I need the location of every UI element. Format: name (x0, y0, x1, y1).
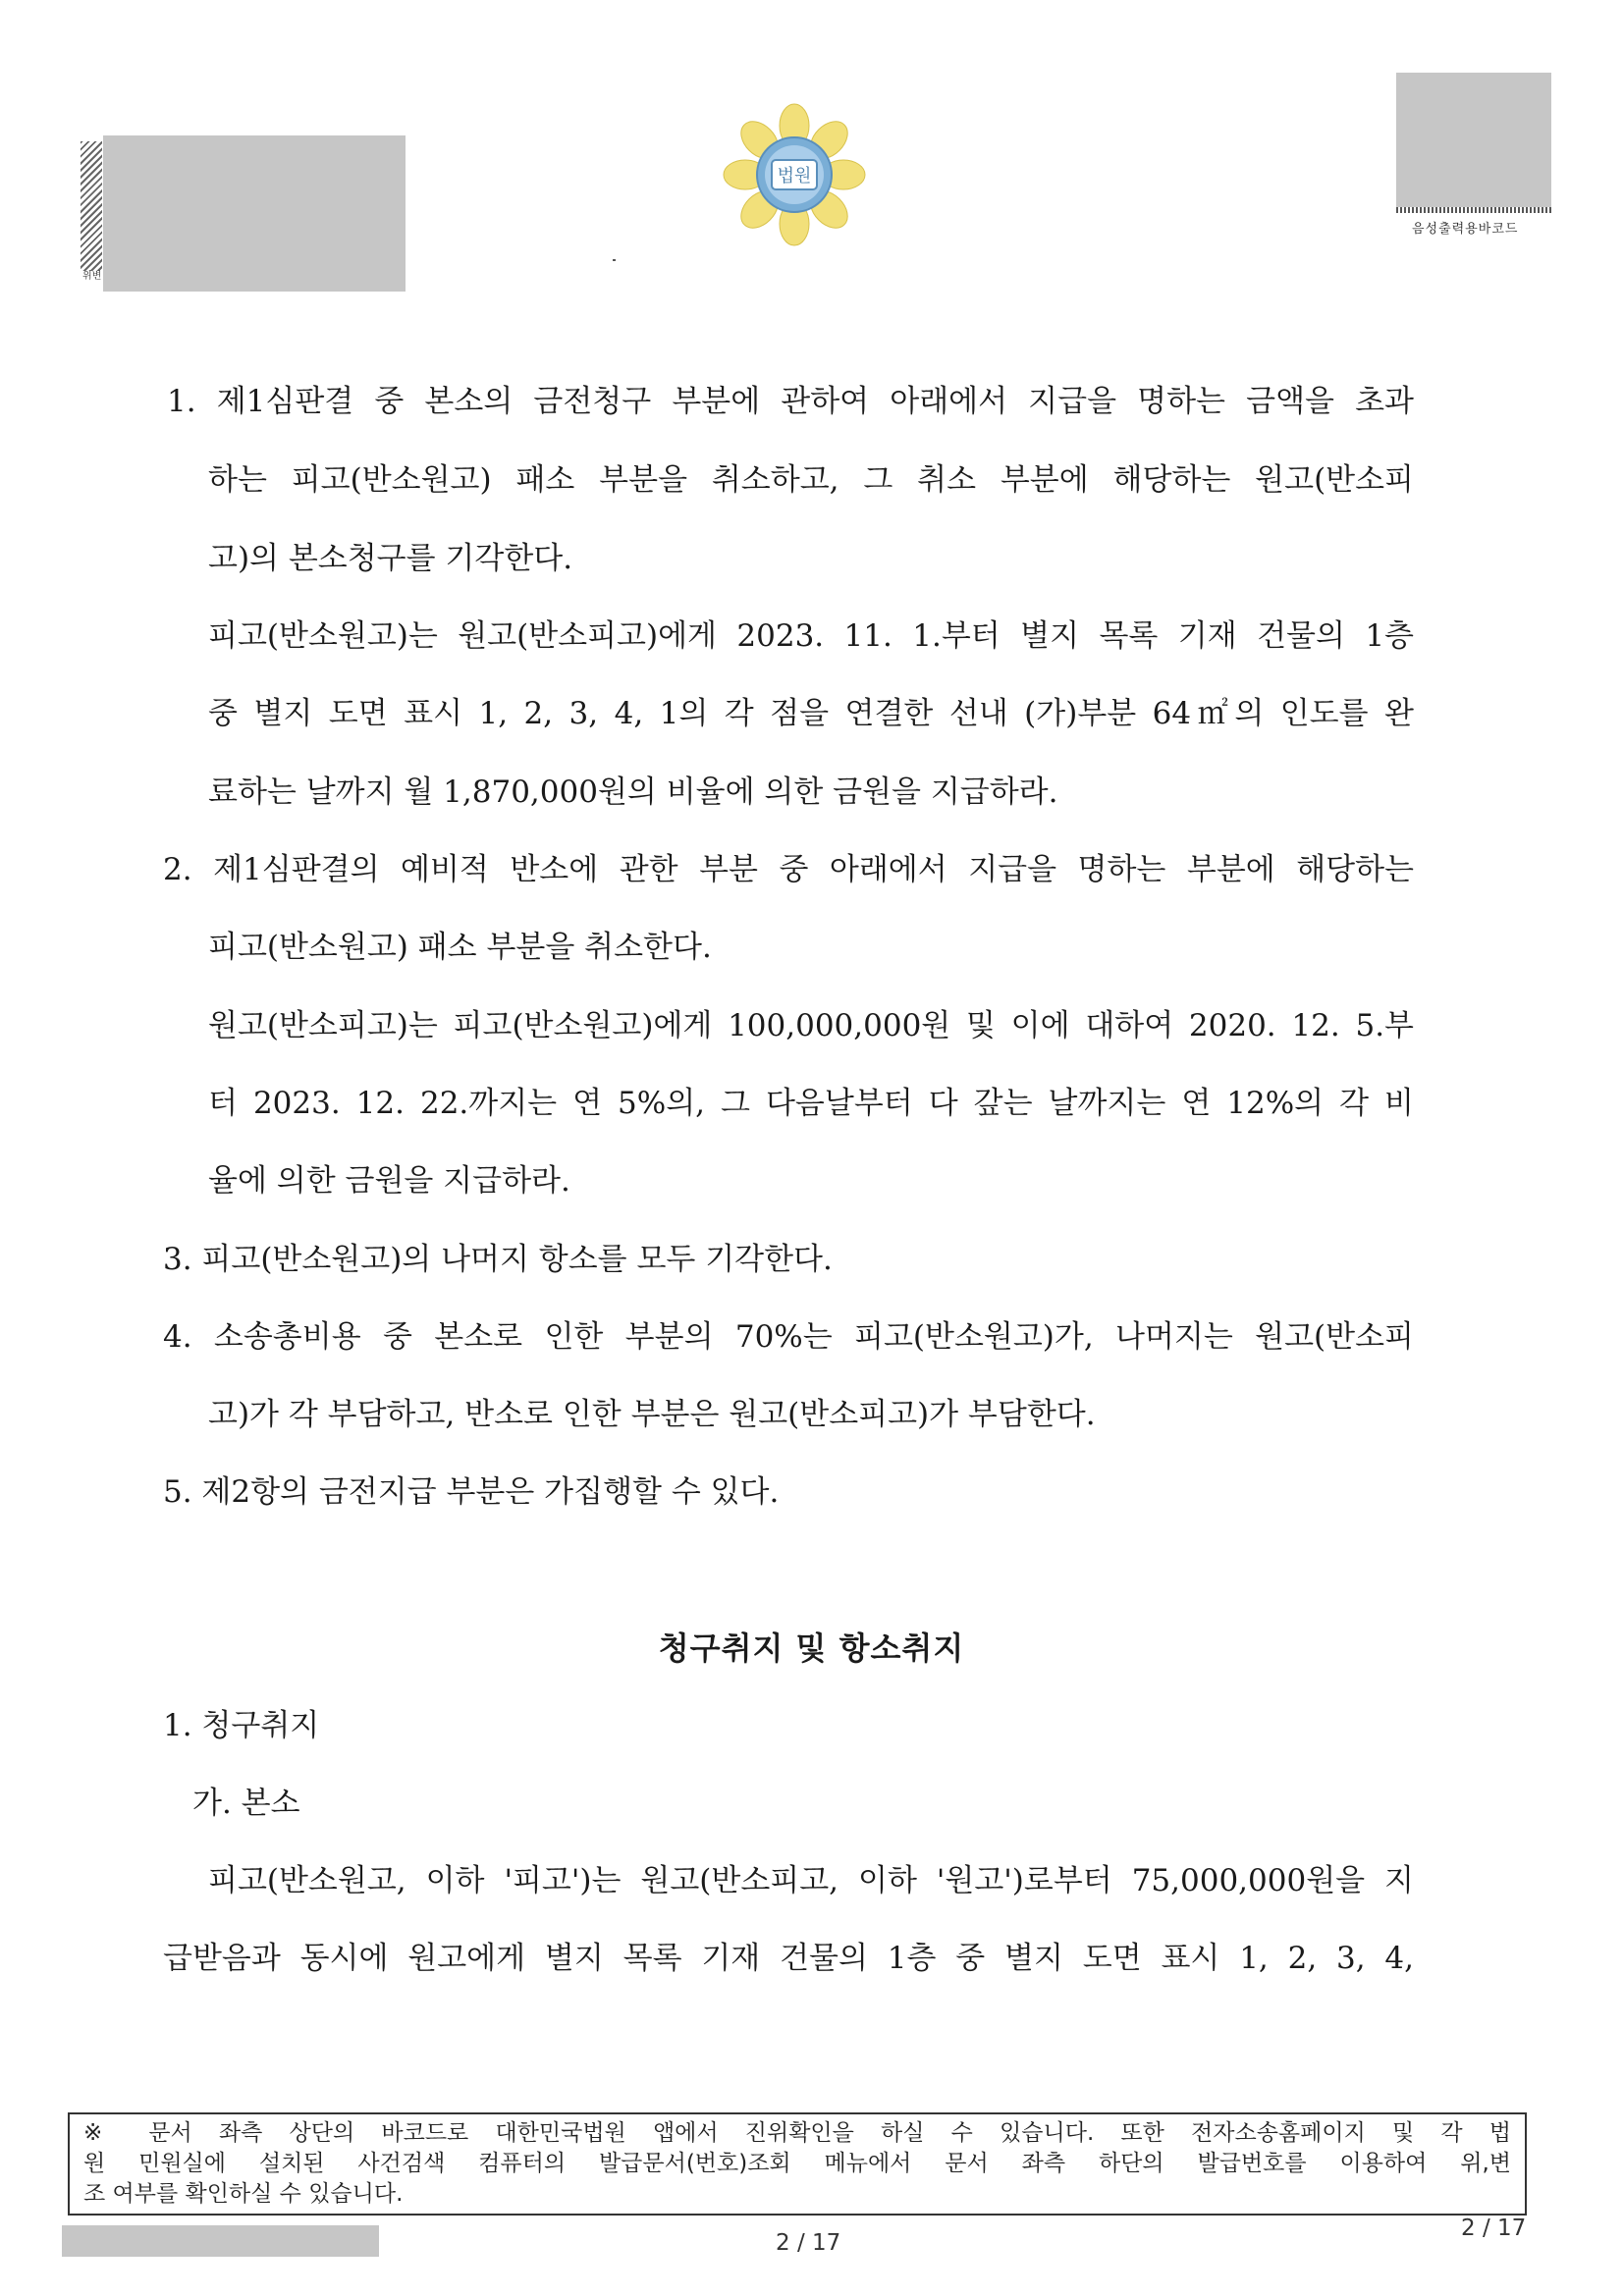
claim-line: 피고(반소원고, 이하 '피고')는 원고(반소피고, 이하 '원고')로부터 75,000,000원을 지 (208, 1863, 1414, 1898)
body-line: 원고(반소피고)는 피고(반소원고)에게 100,000,000원 및 이에 대하여 2020. 12. 5.부 (208, 1008, 1414, 1043)
stray-dot (613, 259, 616, 261)
page-number-center: 2 / 17 (776, 2230, 841, 2256)
notice-line: ※ 문서 좌측 상단의 바코드로 대한민국법원 앱에서 진위확인을 하실 수 있습니다. 또한 전자소송홈페이지 및 각 법 (83, 2120, 1511, 2146)
section-heading: 청구취지 및 항소취지 (658, 1629, 965, 1667)
seal-text: 법원 (777, 166, 812, 187)
body-line: 2. 제1심판결의 예비적 반소에 관한 부분 중 아래에서 지급을 명하는 부분에 해당하는 (163, 852, 1414, 887)
verification-notice-box (68, 2112, 1527, 2216)
body-line: 피고(반소원고) 패소 부분을 취소한다. (208, 930, 712, 965)
body-line: 고)가 각 부담하고, 반소로 인한 부분은 원고(반소피고)가 부담한다. (208, 1397, 1096, 1432)
redacted-area-top-right (1396, 73, 1551, 212)
body-line: 5. 제2항의 금전지급 부분은 가집행할 수 있다. (163, 1474, 780, 1510)
notice-line: 조 여부를 확인하실 수 있습니다. (83, 2181, 404, 2207)
redacted-area-top-left (103, 135, 406, 292)
body-line: 중 별지 도면 표시 1, 2, 3, 4, 1의 각 점을 연결한 선내 (가)부분 64㎡의 인도를 완 (208, 696, 1414, 731)
body-line: 4. 소송총비용 중 본소로 인한 부분의 70%는 피고(반소원고)가, 나머지는 원고(반소피 (163, 1319, 1414, 1355)
qr-caption: 위변 (82, 271, 102, 282)
redacted-issue-number (62, 2225, 379, 2257)
body-line: 3. 피고(반소원고)의 나머지 항소를 모두 기각한다. (163, 1242, 833, 1277)
body-line: 료하는 날까지 월 1,870,000원의 비율에 의한 금원을 지급하라. (208, 774, 1058, 810)
claim-line: 급받음과 동시에 원고에게 별지 목록 기재 건물의 1층 중 별지 도면 표시 1, 2, 3, 4, (163, 1941, 1414, 1976)
claim-line: 1. 청구취지 (163, 1708, 320, 1743)
barcode-icon (1396, 207, 1551, 213)
body-line: 하는 피고(반소원고) 패소 부분을 취소하고, 그 취소 부분에 해당하는 원고(반소피 (208, 462, 1414, 498)
verification-qr-code (81, 141, 102, 271)
notice-line: 원 민원실에 설치된 사건검색 컴퓨터의 발급문서(번호)조회 메뉴에서 문서 좌측 하단의 발급번호를 이용하여 위,변 (83, 2151, 1511, 2176)
page-number-right: 2 / 17 (1461, 2216, 1527, 2241)
barcode-label: 음성출력용바코드 (1412, 222, 1519, 237)
claim-line: 가. 본소 (192, 1786, 300, 1821)
body-line: 1. 제1심판결 중 본소의 금전청구 부분에 관하여 아래에서 지급을 명하는 금액을 초과 (167, 384, 1414, 419)
body-line: 터 2023. 12. 22.까지는 연 5%의, 그 다음날부터 다 갚는 날까지는 연 12%의 각 비 (208, 1086, 1414, 1121)
body-line: 피고(반소원고)는 원고(반소피고)에게 2023. 11. 1.부터 별지 목록 기재 건물의 1층 (208, 618, 1414, 654)
body-line: 율에 의한 금원을 지급하라. (208, 1163, 570, 1199)
body-line: 고)의 본소청구를 기각한다. (208, 541, 573, 576)
court-seal-logo (715, 101, 874, 248)
